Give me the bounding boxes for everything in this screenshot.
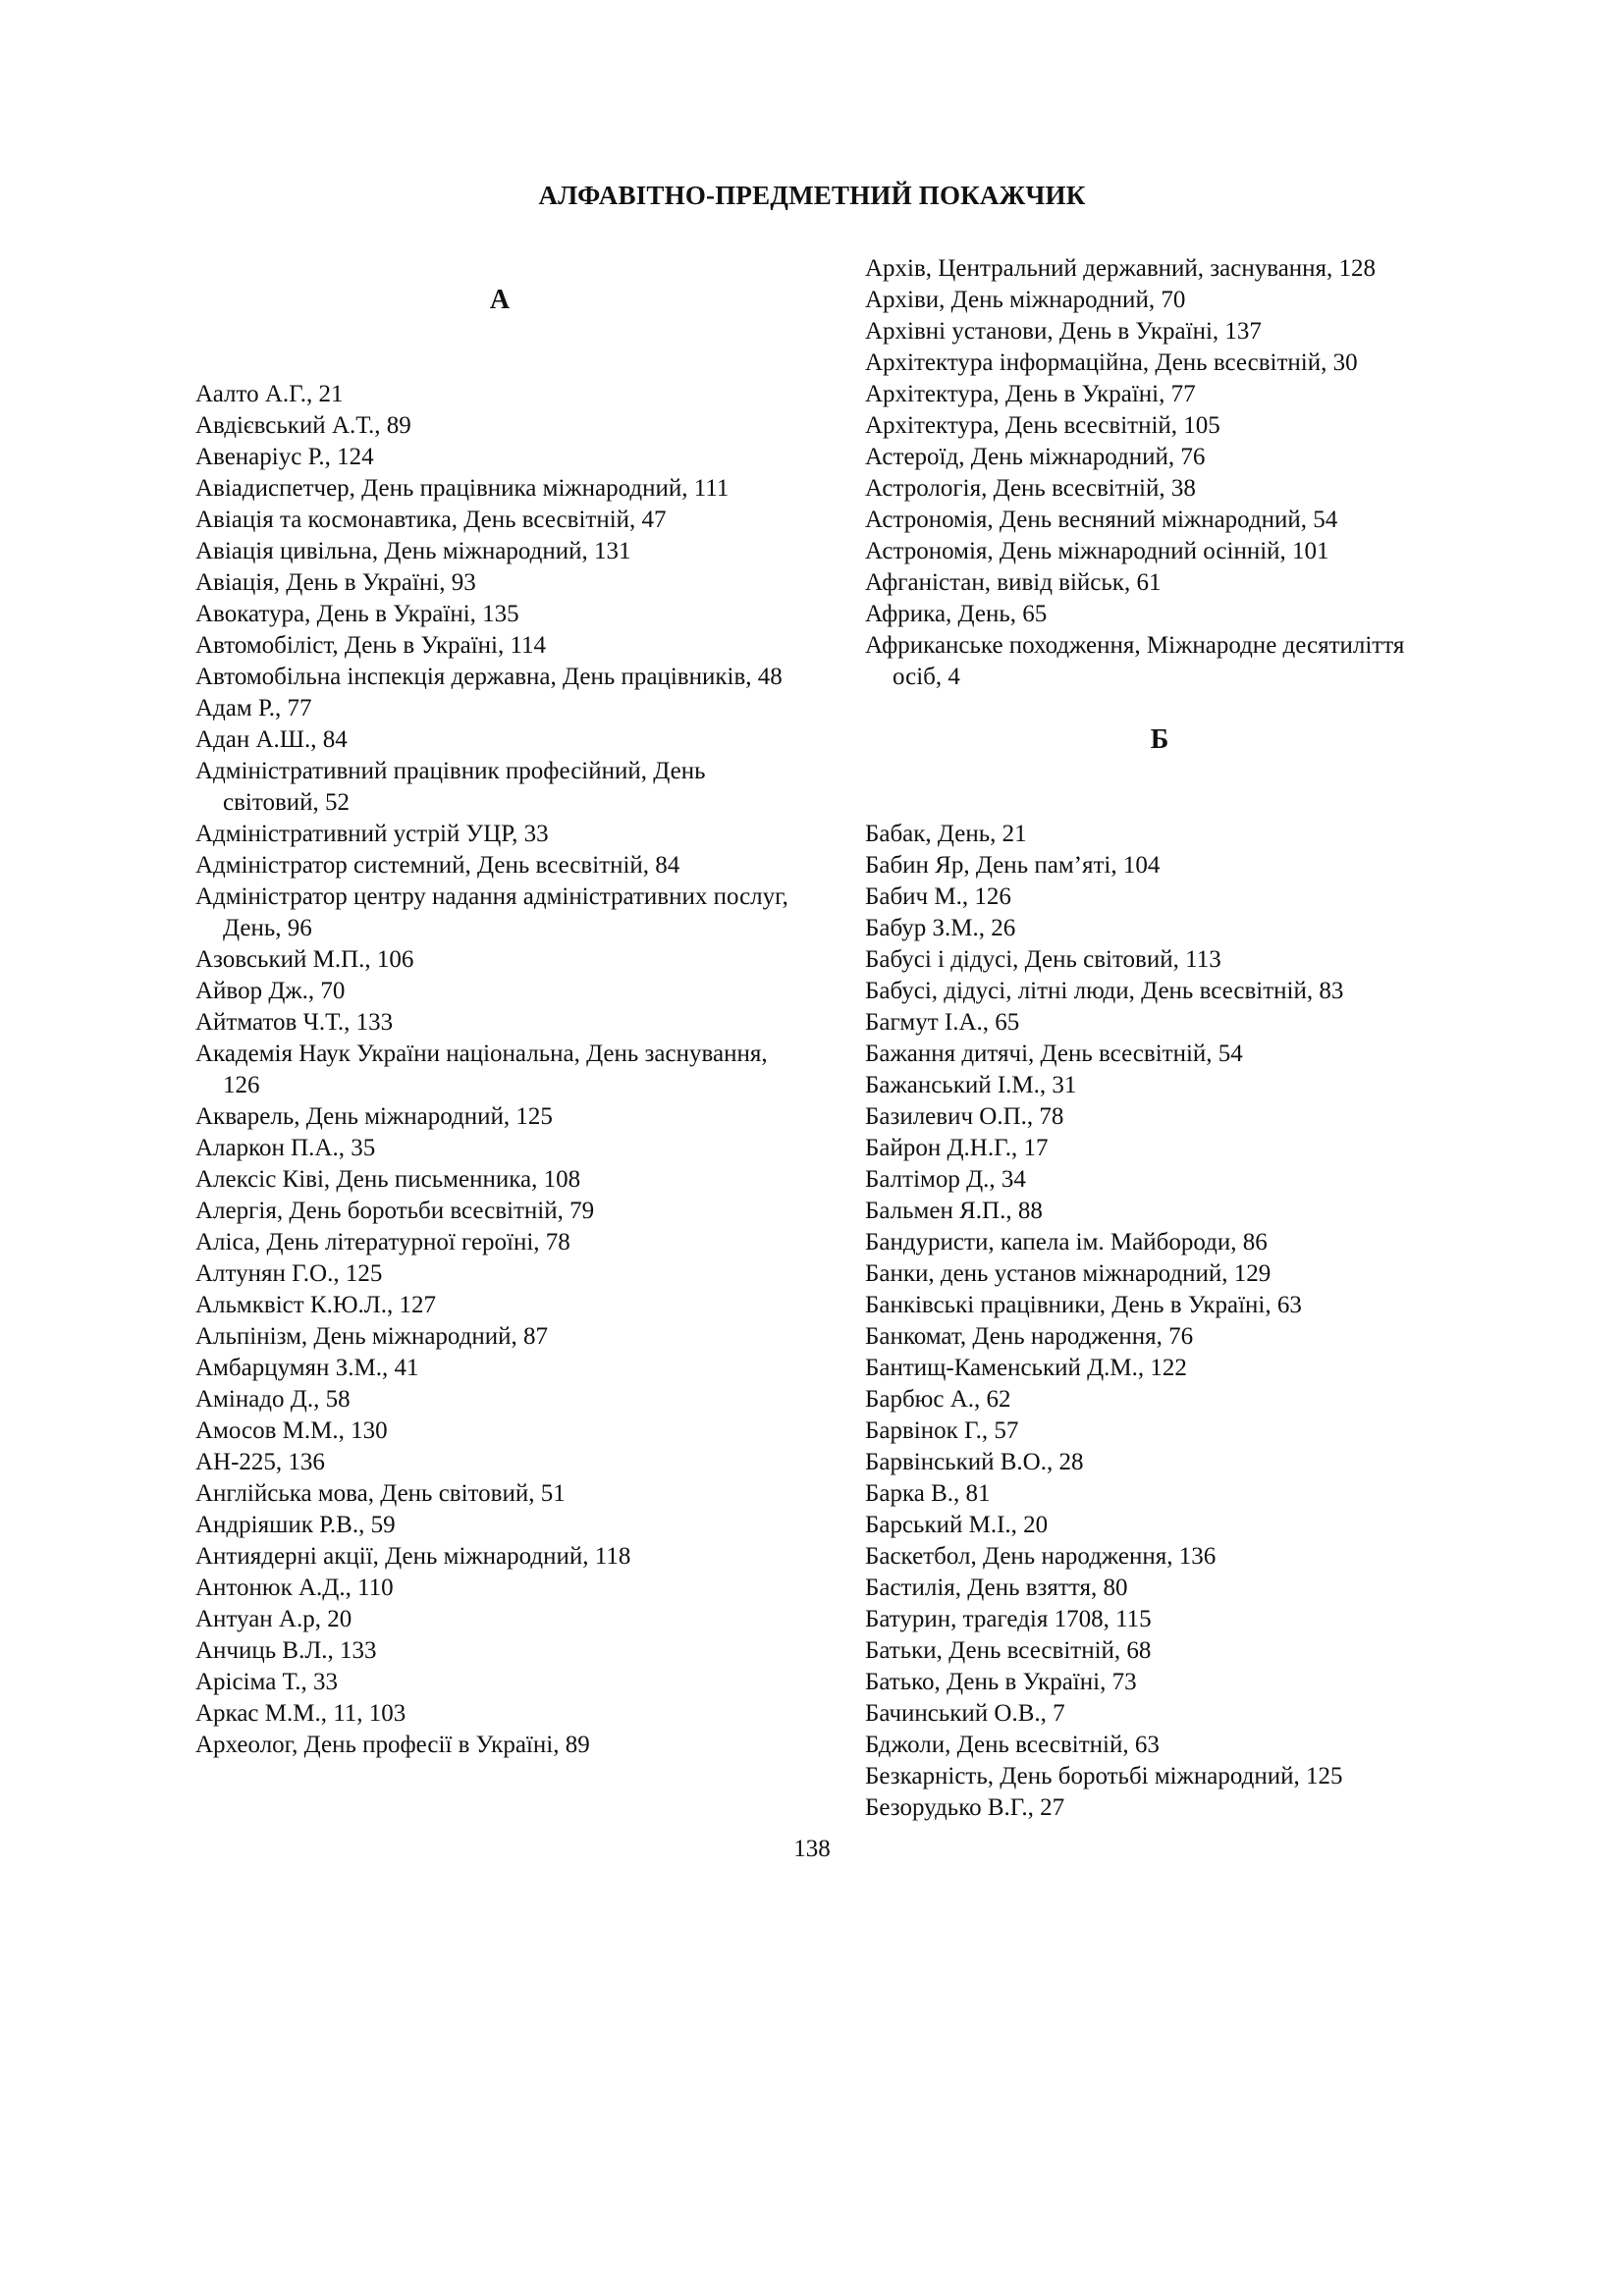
index-entry: Адам Р., 77 [195,695,312,721]
index-entry: Бабусі, дідусі, літні люди, День всесвітній, 83 [865,978,1344,1004]
index-column-right [865,253,1454,1824]
index-entry: Адміністративний працівник професійний, День світовий, 52 [195,758,706,816]
index-entry: Автомобіліст, День в Україні, 114 [195,632,547,659]
index-entry: Африка, День, 65 [865,601,1048,627]
index-entry: Банки, день установ міжнародний, 129 [865,1260,1272,1287]
section-letter-b: Б [1150,724,1169,755]
index-entry: Бабур З.М., 26 [865,915,1016,941]
index-entry: Барбюс А., 62 [865,1386,1011,1413]
index-entry: Бабак, День, 21 [865,821,1027,847]
page-number: 138 [793,1836,831,1862]
index-entry: Авіація цивільна, День міжнародний, 131 [195,538,631,564]
index-entry: Алергія, День боротьби всесвітній, 79 [195,1198,595,1224]
index-entry: Амосов М.М., 130 [195,1417,388,1444]
index-entry: Бальмен Я.П., 88 [865,1198,1043,1224]
index-entry: Батурин, трагедія 1708, 115 [865,1606,1152,1632]
page-title: АЛФАВІТНО-ПРЕДМЕТНИЙ ПОКАЖЧИК [538,181,1086,210]
entry-list-a-right [865,253,1454,693]
index-entry: Барський М.І., 20 [865,1512,1049,1538]
section-letter-a: А [489,285,511,315]
index-entry: Бажання дитячі, День всесвітній, 54 [865,1041,1243,1067]
index-entry: Барка В., 81 [865,1480,991,1507]
index-entry: Байрон Д.Н.Г., 17 [865,1135,1049,1161]
index-column-left [195,253,804,1761]
index-entry: Андріяшик Р.В., 59 [195,1512,396,1538]
index-entry: Батьки, День всесвітній, 68 [865,1637,1152,1664]
index-entry: Балтімор Д., 34 [865,1166,1026,1193]
index-entry: Алексіс Ківі, День письменника, 108 [195,1166,581,1193]
index-entry: Бабин Яр, День пам’яті, 104 [865,852,1161,879]
index-entry: Антонюк А.Д., 110 [195,1575,394,1601]
index-entry: Архіви, День міжнародний, 70 [865,287,1186,313]
index-entry: Акварель, День міжнародний, 125 [195,1103,553,1130]
index-entry: Альпінізм, День міжнародний, 87 [195,1323,549,1350]
index-entry: Адміністративний устрій УЦР, 33 [195,821,549,847]
index-entry: Айтматов Ч.Т., 133 [195,1009,394,1036]
index-entry: АН-225, 136 [195,1449,325,1475]
index-entry: Альмквіст К.Ю.Л., 127 [195,1292,436,1318]
index-entry: Барвінський В.О., 28 [865,1449,1084,1475]
index-entry: Архітектура інформаційна, День всесвітній, 30 [865,349,1358,376]
index-entry: Археолог, День професії в Україні, 89 [195,1732,590,1758]
index-entry: Адміністратор системний, День всесвітній, 84 [195,852,680,879]
index-entry: Архівні установи, День в Україні, 137 [865,318,1262,345]
index-entry: Авокатура, День в Україні, 135 [195,601,519,627]
index-entry: Астрономія, День міжнародний осінній, 101 [865,538,1329,564]
index-entry: Барвінок Г., 57 [865,1417,1019,1444]
index-entry: Безорудько В.Г., 27 [865,1794,1065,1821]
index-entry: Астероїд, День міжнародний, 76 [865,444,1206,470]
index-entry: Авіація та космонавтика, День всесвітній, 47 [195,507,667,533]
index-entry: Банкомат, День народження, 76 [865,1323,1194,1350]
index-entry: Багмут І.А., 65 [865,1009,1020,1036]
index-entry: Аалто А.Г., 21 [195,381,344,407]
index-entry: Архітектура, День всесвітній, 105 [865,412,1220,439]
index-entry: Антуан А.р, 20 [195,1606,352,1632]
entry-list-a-left [195,379,804,1761]
index-entry: Аларкон П.А., 35 [195,1135,376,1161]
index-entry: Африканське походження, Міжнародне десятиліття осіб, 4 [865,632,1405,690]
index-entry: Адміністратор центру надання адміністративних послуг, День, 96 [195,883,788,941]
index-entry: Амбарцумян З.М., 41 [195,1355,419,1381]
index-entry: Астрологія, День всесвітній, 38 [865,475,1196,502]
index-entry: Бабич М., 126 [865,883,1011,910]
index-entry: Академія Наук України національна, День заснування, 126 [195,1041,768,1098]
index-entry: Астрономія, День весняний міжнародний, 54 [865,507,1338,533]
index-entry: Баскетбол, День народження, 136 [865,1543,1217,1570]
index-entry: Авіадиспетчер, День працівника міжнародний, 111 [195,475,730,502]
index-entry: Бабусі і дідусі, День світовий, 113 [865,946,1221,973]
index-entry: Базилевич О.П., 78 [865,1103,1064,1130]
index-entry: Бджоли, День всесвітній, 63 [865,1732,1160,1758]
index-entry: Авенаріус Р., 124 [195,444,374,470]
index-entry: Авдієвський А.Т., 89 [195,412,411,439]
index-entry: Анчиць В.Л., 133 [195,1637,377,1664]
index-entry: Бастилія, День взяття, 80 [865,1575,1128,1601]
index-entry: Безкарність, День боротьбі міжнародний, 125 [865,1763,1343,1789]
index-entry: Автомобільна інспекція державна, День працівників, 48 [195,664,783,690]
index-entry: Бажанський І.М., 31 [865,1072,1077,1098]
index-entry: Амінадо Д., 58 [195,1386,351,1413]
index-entry: Азовський М.П., 106 [195,946,414,973]
index-entry: Банківські працівники, День в Україні, 63 [865,1292,1302,1318]
index-entry: Афганістан, вивід військ, 61 [865,569,1162,596]
index-entry: Архів, Центральний державний, заснування, 128 [865,255,1377,282]
index-entry: Адан А.Ш., 84 [195,726,348,753]
index-entry: Аліса, День літературної героїні, 78 [195,1229,570,1255]
index-entry: Бачинський О.В., 7 [865,1700,1065,1727]
entry-list-b [865,819,1454,1824]
index-entry: Айвор Дж., 70 [195,978,346,1004]
index-entry: Авіація, День в Україні, 93 [195,569,476,596]
index-entry: Архітектура, День в Україні, 77 [865,381,1196,407]
index-entry: Аркас М.М., 11, 103 [195,1700,406,1727]
index-entry: Бантищ-Каменський Д.М., 122 [865,1355,1187,1381]
index-entry: Арісіма Т., 33 [195,1669,339,1695]
index-entry: Батько, День в Україні, 73 [865,1669,1137,1695]
index-entry: Бандуристи, капела ім. Майбороди, 86 [865,1229,1268,1255]
index-entry: Алтунян Г.О., 125 [195,1260,383,1287]
index-entry: Англійська мова, День світовий, 51 [195,1480,566,1507]
index-entry: Антиядерні акції, День міжнародний, 118 [195,1543,631,1570]
